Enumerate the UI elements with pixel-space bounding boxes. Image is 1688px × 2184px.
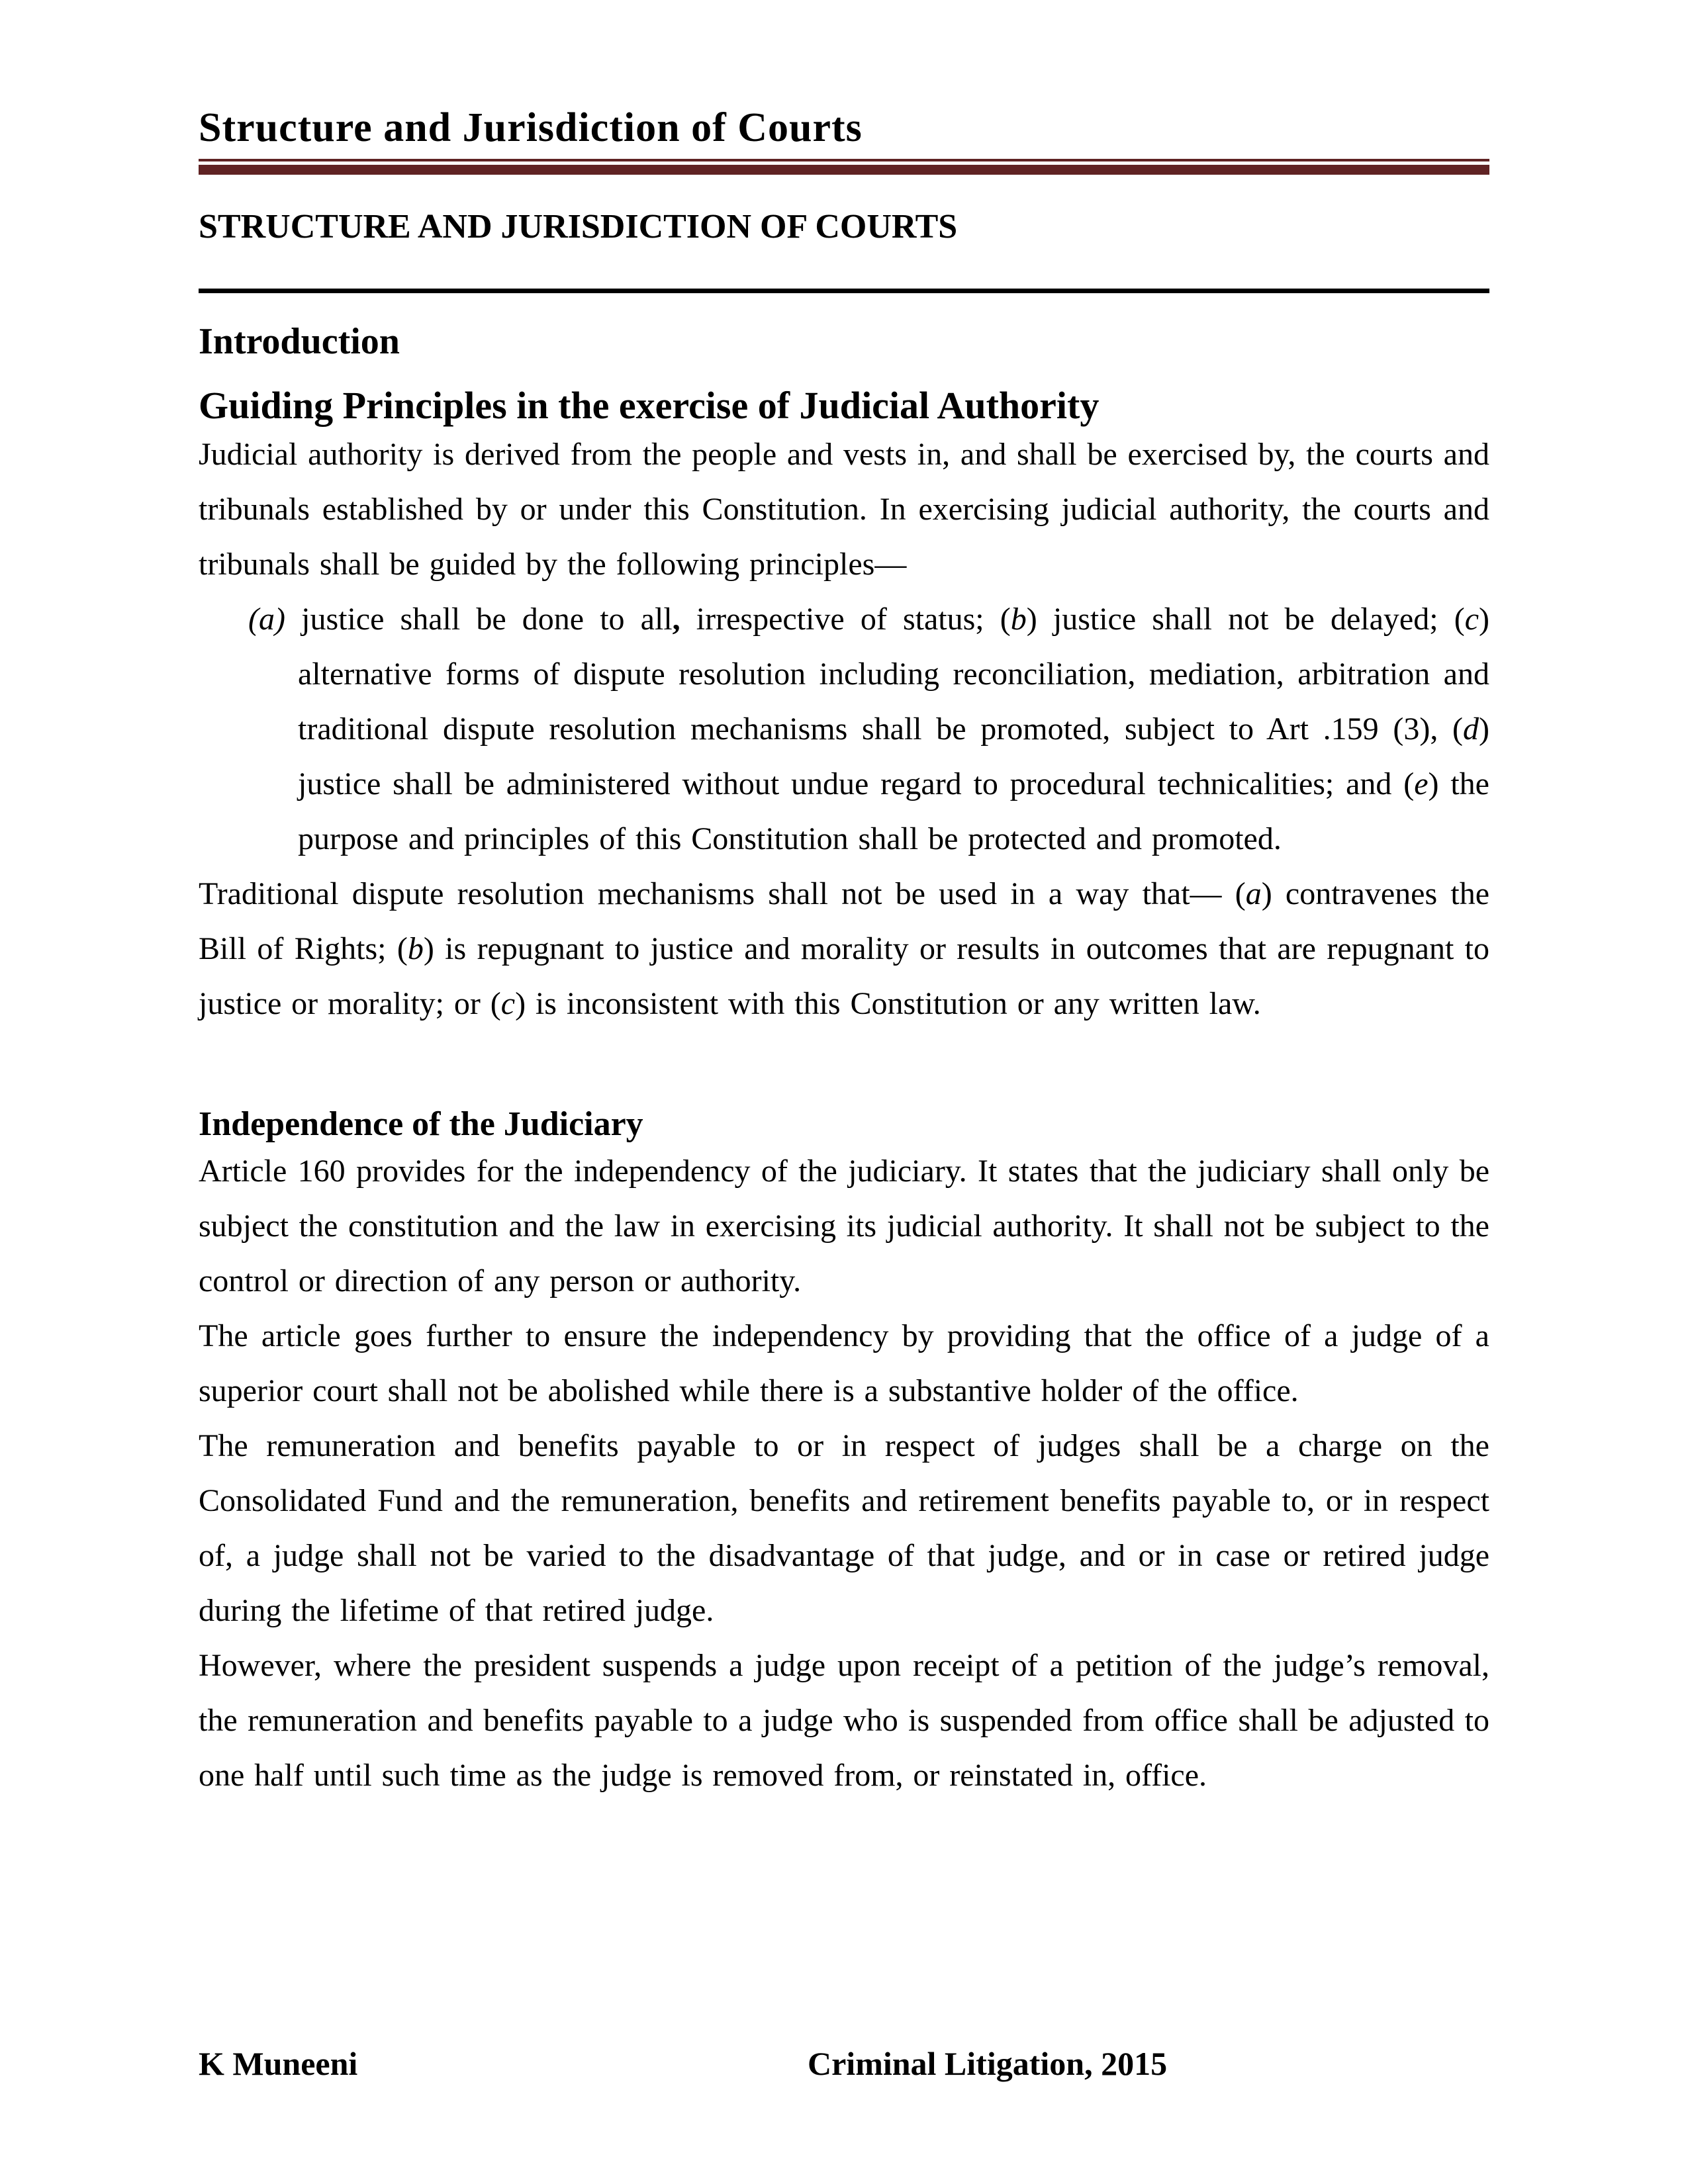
- page-title: Structure and Jurisdiction of Courts: [199, 105, 863, 150]
- heading-introduction: Introduction: [199, 321, 400, 362]
- heading-independence-judiciary: Independence of the Judiciary: [199, 1105, 643, 1143]
- document-content: [199, 106, 1489, 1803]
- footer-course: Criminal Litigation, 2015: [808, 2045, 1168, 2082]
- paragraph-article-160: Article 160 provides for the independency of the judiciary. It states that the judiciary shall only be subject the constitution and the law in exercising its judicial authority. It shall not be subject to the control or direction of any person or authority.: [199, 1154, 1489, 1298]
- paragraph-however-suspension: However, where the president suspends a judge upon receipt of a petition of the judge’s removal, the remuneration and benefits payable to a judge who is suspended from office shall be adjusted to one half until such time as the judge is removed from, or reinstated in, office.: [199, 1648, 1489, 1793]
- section-divider-rule: [199, 289, 1489, 293]
- doc-title: STRUCTURE AND JURISDICTION OF COURTS: [199, 208, 958, 246]
- paragraph-article-goes-further: The article goes further to ensure the independency by providing that the office of a judge of a superior court shall not be abolished while there is a substantive holder of the office.: [199, 1318, 1489, 1408]
- heading-guiding-principles: Guiding Principles in the exercise of Judicial Authority: [199, 384, 1100, 427]
- paragraph-judicial-authority: Judicial authority is derived from the people and vests in, and shall be exercised by, the courts and tribunals established by or under this Constitution. In exercising judicial authority, the courts and tribunals shall be guided by the following principles—: [199, 437, 1489, 582]
- paragraph-traditional-dispute: Traditional dispute resolution mechanisms shall not be used in a way that— (a) contravenes the Bill of Rights; (b) is repugnant to justice and morality or results in outcomes that are repugnant to justice or morality; or (c) is inconsistent with this Constitution or any written law.: [199, 876, 1489, 1021]
- header-rule-thin: [199, 159, 1489, 161]
- footer-author: K Muneeni: [199, 2045, 358, 2082]
- paragraph-remuneration: The remuneration and benefits payable to or in respect of judges shall be a charge on the Consolidated Fund and the remuneration, benefits and retirement benefits payable to, or in respect of, a judge shall not be varied to the disadvantage of that judge, and or in case or retired judge during the lifetime of that retired judge.: [199, 1428, 1489, 1628]
- page-footer: [199, 2045, 1489, 2091]
- header-rule-thick: [199, 165, 1489, 175]
- list-guiding-principles: (a) justice shall be done to all, irrespective of status; (b) justice shall not be delayed; (c) alternative forms of dispute resolution including reconciliation, mediation, arbitration and traditional dispute resolution mechanisms shall be promoted, subject to Art .159 (3), (d) justice shall be administered without undue regard to procedural technicalities; and (e) the purpose and principles of this Constitution shall be protected and promoted.: [248, 602, 1489, 856]
